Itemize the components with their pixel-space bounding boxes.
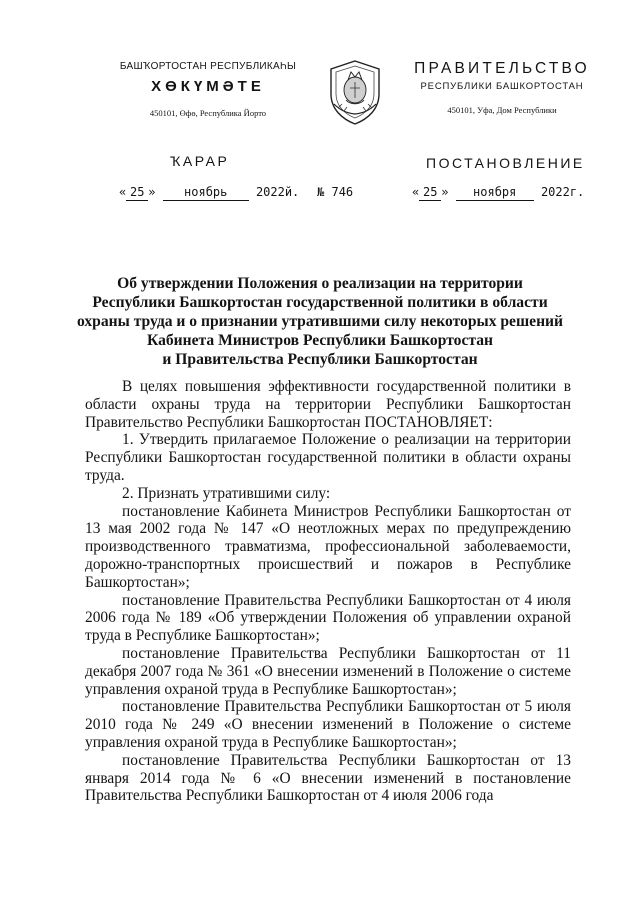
body-paragraph: 2. Признать утратившими силу: (122, 484, 331, 502)
title-line: Кабинета Министров Республики Башкортостан (146, 332, 494, 349)
date-bashkir (119, 184, 299, 201)
date-left-close-quote: » (148, 185, 156, 199)
header-left (108, 60, 308, 118)
date-russian (412, 184, 584, 201)
doc-kind-bashkir: ҠАРАР (170, 153, 230, 169)
header-left-address: 450101, Өфө, Республика Йорто (149, 108, 267, 118)
date-left-day: 25 (126, 184, 148, 201)
body-paragraph: постановление Правительства Республики Башкортостан от 11 декабря 2007 года № 361 «О внесении изменений в Положение о системе управления охраной труда в Республике Башкортостан»; (85, 644, 571, 698)
title-line: и Правительства Республики Башкортостан (162, 351, 478, 368)
date-right-month: ноября (456, 184, 534, 201)
body-paragraph: постановление Правительства Республики Башкортостан от 4 июля 2006 года № 189 «Об утверждении Положения об управлении охраной труда в Республике Башкортостан»; (85, 591, 571, 645)
title-line: охраны труда и о признании утратившими силу некоторых решений (76, 313, 564, 330)
date-right-open-quote: « (412, 185, 420, 199)
date-left-month: ноябрь (163, 184, 249, 201)
header-left-subtitle: ХӨКҮМӘТЕ (151, 78, 265, 95)
header-right-address: 450101, Уфа, Дом Республики (447, 105, 557, 115)
title-line: Республики Башкортостан государственной политики в области (92, 294, 548, 311)
document-body (85, 378, 571, 805)
title-line: Об утверждении Положения о реализации на территории (117, 275, 523, 292)
coat-of-arms-icon (326, 58, 384, 126)
doc-kind-russian: ПОСТАНОВЛЕНИЕ (426, 155, 585, 171)
document-title (64, 274, 576, 369)
date-left-open-quote: « (119, 185, 127, 199)
date-right-close-quote: » (441, 185, 449, 199)
number-value: 746 (331, 185, 354, 199)
body-paragraph: постановление Правительства Республики Башкортостан от 13 января 2014 года № 6 «О внесении изменений в постановление Правительства Республики Башкортостан от 4 июля 2006 года (85, 751, 571, 805)
header-right-title: ПРАВИТЕЛЬСТВО (414, 60, 590, 77)
number-prefix: № (317, 185, 325, 199)
header-right (404, 60, 600, 115)
body-paragraph: 1. Утвердить прилагаемое Положение о реализации на территории Республики Башкортостан государственной политики в области охраны труда. (85, 431, 571, 484)
date-right-year: 2022г. (540, 185, 585, 199)
document-number (317, 184, 353, 200)
body-paragraph: В целях повышения эффективности государственной политики в области охраны труда на территории Республики Башкортостан Правительство Республики Башкортостан ПОСТАНОВЛЯЕТ: (85, 378, 571, 431)
header-right-subtitle: РЕСПУБЛИКИ БАШКОРТОСТАН (420, 81, 584, 92)
header-left-title: БАШҠОРТОСТАН РЕСПУБЛИКАҺЫ (119, 61, 297, 72)
body-paragraph: постановление Кабинета Министров Республики Башкортостан от 13 мая 2002 года № 147 «О неотложных мерах по предупреждению производственного травматизма, профессиональной заболеваемости, дорожно-транспортных происшествий и пожаров в Республике Башкортостан»; (85, 502, 571, 591)
body-paragraph: постановление Правительства Республики Башкортостан от 5 июля 2010 года № 249 «О внесении изменений в Положение о системе управления охраной труда в Республике Башкортостан»; (85, 698, 571, 751)
date-right-day: 25 (419, 184, 441, 201)
date-left-year: 2022й. (255, 185, 300, 199)
